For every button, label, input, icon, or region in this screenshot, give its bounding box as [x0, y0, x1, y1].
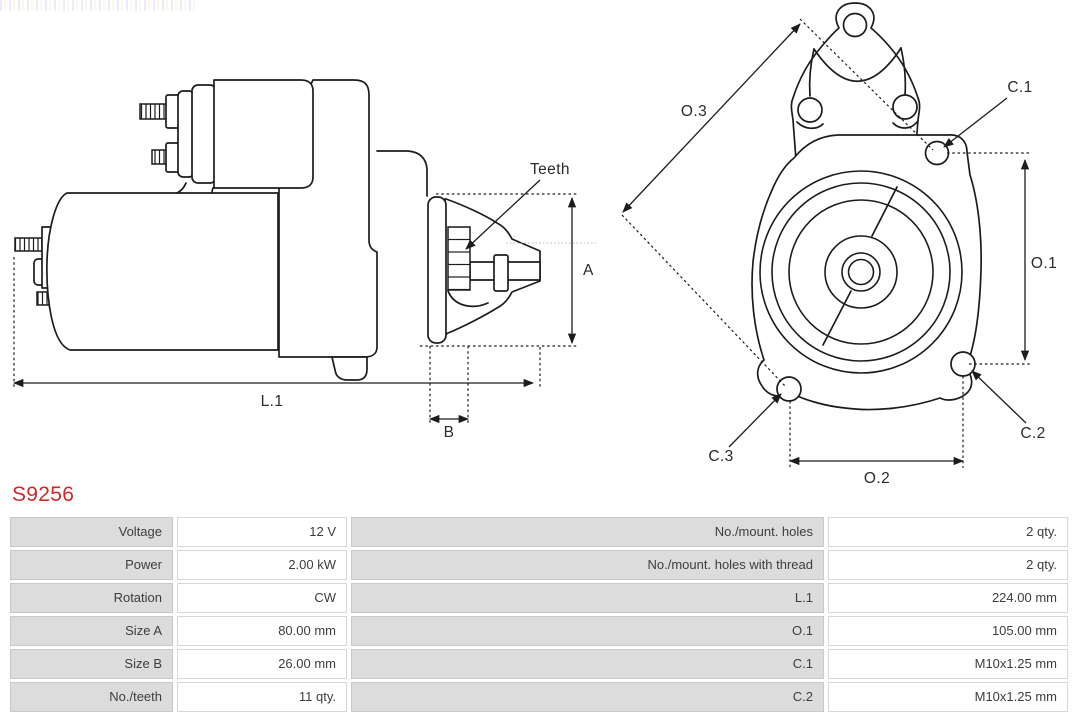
housing-foot [332, 357, 367, 380]
spec-label: Size B [10, 649, 173, 679]
spec-value: 2 qty. [828, 517, 1068, 547]
spec-value: 224.00 mm [828, 583, 1068, 613]
part-number: S9256 [12, 483, 75, 506]
spec-value: 11 qty. [177, 682, 347, 712]
motor-body [47, 193, 278, 350]
crown-left-hole [798, 98, 822, 122]
spec-label: Power [10, 550, 173, 580]
spec-value: 12 V [177, 517, 347, 547]
solenoid [140, 80, 313, 193]
spec-value: 80.00 mm [177, 616, 347, 646]
spec-value: 2 qty. [828, 550, 1068, 580]
mounting-hole-c1 [926, 142, 949, 165]
spec-value: 26.00 mm [177, 649, 347, 679]
spec-label: Rotation [10, 583, 173, 613]
spec-value: CW [177, 583, 347, 613]
spec-label: C.2 [351, 682, 824, 712]
dim-label-a: A [583, 262, 594, 279]
drive-end-nose [377, 151, 540, 343]
spec-label: No./mount. holes with thread [351, 550, 824, 580]
spec-table [10, 517, 1068, 712]
crown-top-hole [844, 14, 867, 37]
dim-label-o2: O.2 [863, 470, 891, 485]
dim-label-c2: C.2 [1020, 425, 1046, 442]
spec-label: Size A [10, 616, 173, 646]
spec-label: L.1 [351, 583, 824, 613]
spec-value: 2.00 kW [177, 550, 347, 580]
dim-label-c1: C.1 [1007, 79, 1033, 96]
crown-right-hole [893, 95, 917, 119]
teeth-label: Teeth [530, 161, 570, 178]
pinion-teeth [448, 227, 470, 290]
dimension-b [430, 346, 468, 441]
callout-c3 [708, 394, 781, 465]
spec-label: Voltage [10, 517, 173, 547]
spec-label: C.1 [351, 649, 824, 679]
mounting-flange-edge [428, 197, 446, 343]
dim-label-o1: O.1 [1030, 255, 1058, 272]
dim-label-c3: C.3 [708, 448, 734, 465]
spec-label: No./teeth [10, 682, 173, 712]
dim-label-o3: O.3 [680, 103, 708, 120]
spec-label: O.1 [351, 616, 824, 646]
front-view-drawing [622, 3, 1057, 485]
callout-c1 [944, 79, 1033, 147]
mounting-flange [752, 135, 981, 410]
dim-label-b: B [443, 424, 455, 441]
dim-label-l1: L.1 [260, 393, 284, 410]
spec-value: M10x1.25 mm [828, 649, 1068, 679]
spec-value: 105.00 mm [828, 616, 1068, 646]
callout-c2 [972, 371, 1046, 442]
side-view-drawing [14, 80, 596, 441]
spec-value: M10x1.25 mm [828, 682, 1068, 712]
spec-label: No./mount. holes [351, 517, 824, 547]
